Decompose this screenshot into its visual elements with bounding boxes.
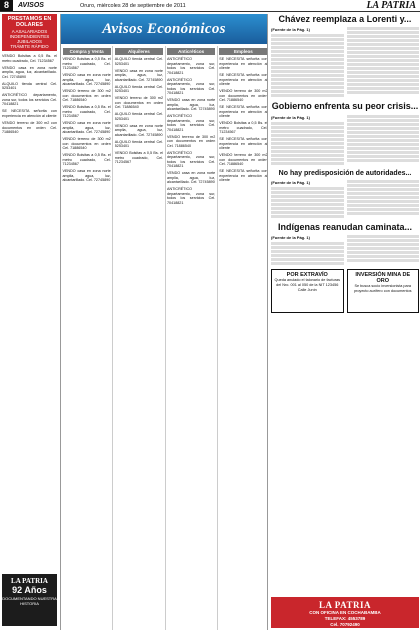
ad-item: ALQUILO tienda central Cel. 5253401 bbox=[114, 57, 163, 66]
left-ad-text: ALQUILO tienda central Cel. 5253401 bbox=[2, 81, 57, 91]
page-header bbox=[0, 0, 420, 12]
ad-item: VENDO Bolsitas a 0,5 Bs. el metro cuadrado, Cel. 71234567 bbox=[62, 105, 111, 119]
ad-item: VENDO terreno de 300 m2 con documentos en orden Cel. 71886540 bbox=[219, 89, 268, 103]
article-body bbox=[271, 179, 419, 219]
mina-text: Se busca socio inversionista para proyecto aurífero con documentos bbox=[353, 284, 412, 293]
headline-indigenas: Indígenas reanudan caminata... bbox=[277, 221, 413, 232]
article-body bbox=[271, 26, 419, 98]
ad-item: VENDO casa en zona norte amplia, agua, luz, alcantarillado. Cel. 72745890 bbox=[114, 123, 163, 137]
footer-brand: LA PATRIA bbox=[319, 600, 371, 610]
footer-cel: Cel. 70792490 bbox=[330, 621, 360, 627]
page-number: 8 bbox=[0, 0, 13, 11]
classified-column bbox=[61, 46, 113, 630]
ad-item: SE NECESITA señorita con experiencia en atención al cliente bbox=[219, 137, 268, 151]
ad-item: VENDO Bolsitas a 0,5 Bs. el metro cuadrado, Cel. 71234567 bbox=[62, 57, 111, 71]
article-text bbox=[271, 234, 344, 266]
left-ad-text: VENDO Bolsitas a 0,5 Bs. el metro cuadrado, Cel. 71234567 bbox=[2, 54, 57, 63]
loan-line: JUBILADOS bbox=[16, 38, 42, 44]
article-text bbox=[271, 26, 344, 98]
ad-item: ALQUILO tienda central Cel. 5253401 bbox=[114, 139, 163, 149]
mina-title: INVERSIÓN MINA DE ORO bbox=[355, 272, 411, 285]
mina-ad bbox=[347, 269, 420, 313]
ad-item: VENDO casa en zona norte amplia, agua, luz, alcantarillado. Cel. 72745890 bbox=[167, 98, 216, 112]
ad-item: ALQUILO tienda central Cel. 5253401 bbox=[114, 112, 163, 121]
loan-line: INDEPENDIENTES bbox=[9, 33, 50, 39]
newspaper-name: LA PATRIA bbox=[366, 0, 416, 11]
article-dateline: (Fuente de la Pág. 1) bbox=[271, 179, 310, 185]
left-column bbox=[2, 14, 57, 628]
ad-item: SE NECESITA señorita con experiencia en atención al cliente bbox=[219, 169, 268, 183]
dateline: Oruro, miércoles 28 de septiembre de 2011 bbox=[79, 2, 186, 9]
article-text bbox=[347, 114, 420, 166]
left-ad-text: VENDO terreno de 300 m2 con documentos en orden Cel. 71886540 bbox=[2, 121, 57, 135]
ad-item: VENDO Bolsitas a 0,5 Bs. el metro cuadrado, Cel. 71234567 bbox=[219, 121, 268, 135]
category-bar: Alquileres bbox=[115, 48, 163, 55]
category-bar: Anticréticos bbox=[167, 48, 215, 55]
ad-item: VENDO casa en zona norte amplia, agua, luz, alcantarillado. Cel. 72745890 bbox=[114, 68, 163, 82]
headline-gobierno: Gobierno enfrenta su peor crisis... bbox=[271, 101, 419, 112]
classified-column bbox=[113, 46, 165, 630]
ad-item: SE NECESITA señorita con experiencia en atención al cliente bbox=[219, 73, 268, 87]
ad-item: ANTICRÉTICO departamento, zona sur, todos los servicios Cel. 70418821 bbox=[167, 57, 216, 75]
section-label: AVISOS bbox=[18, 2, 44, 9]
ad-item: VENDO casa en zona norte amplia, agua, luz, alcantarillado. Cel. 72745890 bbox=[167, 171, 216, 185]
headline-chavez: Chávez reemplaza a Lorenti y... bbox=[278, 14, 412, 24]
article-text bbox=[347, 179, 420, 219]
left-ad-text: SE NECESITA señorita con experiencia en atención al cliente bbox=[2, 109, 57, 118]
ad-item: VENDO casa en zona norte amplia, agua, luz, alcantarillado. Cel. 72745890 bbox=[62, 73, 111, 87]
ad-item: VENDO Bolsitas a 0,5 Bs. el metro cuadrado, Cel. 71234567 bbox=[62, 153, 111, 167]
ad-item: VENDO terreno de 300 m2 con documentos en orden Cel. 71886540 bbox=[62, 137, 111, 151]
ad-item: VENDO terreno de 300 m2 con documentos en orden Cel. 71886540 bbox=[219, 153, 268, 167]
loan-title: PRESTAMOS EN DOLARES bbox=[7, 16, 52, 29]
left-ad-text: VENDO casa en zona norte amplia, agua, luz, alcantarillado. Cel. 72745890 bbox=[2, 65, 57, 79]
patria-years: 92 Años bbox=[12, 585, 47, 595]
classifieds-columns bbox=[61, 46, 268, 630]
ad-item: SE NECESITA señorita con experiencia en atención al cliente bbox=[219, 57, 268, 71]
left-ad-text: ANTICRÉTICO departamento, zona sur, todos los servicios Cel. 70418821 bbox=[2, 93, 57, 107]
classified-column bbox=[166, 46, 218, 630]
article-text bbox=[347, 234, 420, 266]
footer-banner bbox=[271, 597, 419, 628]
patria-tagline: DOCUMENTANDO NUESTRA HISTORIA bbox=[2, 596, 57, 606]
ad-item: VENDO casa en zona norte amplia, agua, luz, alcantarillado. Cel. 72745890 bbox=[62, 121, 111, 135]
ad-item: ANTICRÉTICO departamento, zona sur, todos los servicios Cel. 70418821 bbox=[167, 77, 216, 96]
classifieds-banner: Avisos Económicos bbox=[61, 14, 267, 44]
article-dateline: (Fuente de la Pág. 1) bbox=[271, 27, 310, 33]
ad-item: ANTICRÉTICO departamento, zona sur, todos los servicios Cel. 70418821 bbox=[167, 150, 216, 169]
ad-item: SE NECESITA señorita con experiencia en atención al cliente bbox=[219, 105, 268, 119]
article-text bbox=[271, 114, 344, 166]
classified-column bbox=[218, 46, 268, 630]
extravio-ad bbox=[271, 269, 344, 313]
ad-item: VENDO Bolsitas a 0,5 Bs. el metro cuadrado, Cel. 71234567 bbox=[114, 151, 163, 165]
ad-item: ANTICRÉTICO departamento, zona sur, todos los servicios Cel. 70418821 bbox=[167, 114, 216, 132]
footer-telefax: TELEFAX: 4553789 bbox=[324, 615, 366, 621]
headline-autoridades: No hay predisposición de autoridades... bbox=[278, 169, 412, 177]
patria-anniversary-box bbox=[2, 574, 57, 626]
ad-item: VENDO terreno de 300 m2 con documentos en orden Cel. 71886540 bbox=[62, 89, 111, 103]
extravio-title: POR EXTRAVÍO bbox=[286, 272, 328, 279]
loan-note: TRÁMITE RÁPIDO bbox=[10, 44, 49, 50]
footer-office: CON OFICINA EN COCHABAMBA bbox=[309, 610, 381, 615]
article-text bbox=[347, 26, 420, 98]
extravio-text: Queda anulado el talonario de facturas del Nro. 001 al 050 de la NIT 123456 Calle Junín bbox=[274, 278, 340, 292]
ad-item: VENDO casa en zona norte amplia, agua, luz, alcantarillado. Cel. 72745890 bbox=[62, 169, 111, 183]
loan-ad bbox=[2, 14, 57, 51]
article-dateline: (Fuente de la Pág. 1) bbox=[271, 235, 310, 241]
ad-item: VENDO terreno de 300 m2 con documentos en orden Cel. 71886540 bbox=[167, 134, 216, 148]
article-body bbox=[271, 114, 419, 166]
article-body bbox=[271, 234, 419, 266]
news-column bbox=[271, 14, 419, 630]
patria-name: LA PATRIA bbox=[11, 577, 48, 585]
loan-line: A ASALARIADOS bbox=[11, 28, 48, 34]
ad-item: ANTICRÉTICO departamento, zona sur, todos los servicios Cel. 70418821 bbox=[167, 187, 216, 205]
ad-item: ALQUILO tienda central Cel. 5253401 bbox=[114, 84, 163, 94]
article-text bbox=[271, 179, 344, 219]
category-bar: Empleos bbox=[219, 48, 267, 55]
classifieds-section bbox=[60, 14, 268, 630]
article-dateline: (Fuente de la Pág. 1) bbox=[271, 114, 310, 120]
bottom-ads bbox=[271, 266, 419, 313]
ad-item: VENDO terreno de 300 m2 con documentos en orden Cel. 71886540 bbox=[114, 96, 163, 110]
category-bar: Compra y Venta bbox=[63, 48, 111, 55]
